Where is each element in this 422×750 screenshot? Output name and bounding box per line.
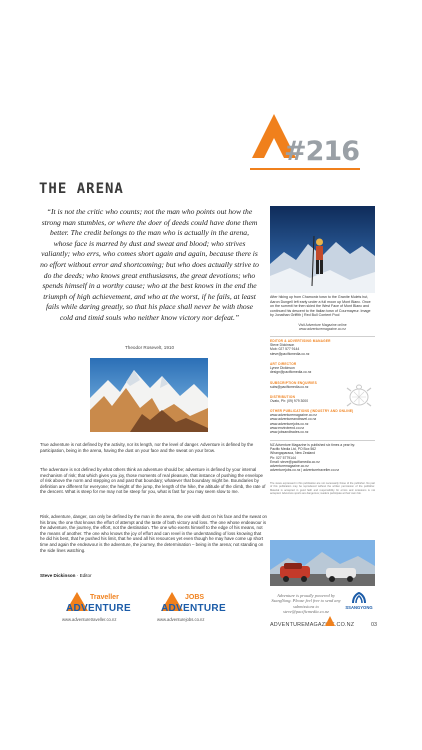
- masthead-editor: EDITOR & ADVERTISING MANAGER Steve Dickinson Mob: 027 577 9144 steve@pacificmedia.co.nz: [270, 339, 331, 356]
- ssangyong-emblem-icon: [344, 591, 374, 605]
- editor-role: · Editor: [75, 573, 92, 578]
- body-paragraph-2: The adventure is not defined by what others think an adventure should be; adventure is defined by your internal mechanism of risk; that which gives you joy, those moments of real pleasure, that instance of pushing the envelope of risk above the norm and stepping on and past that boundary; whatever that boundary might be. Boundaries by definition are different for everyone; the height of the jump, the length of the hike, the altitude of the climb, the rate of the descent. What is steep for me may not be steep for you, what is fast for you may seem slow to me.: [40, 467, 266, 495]
- section-title: THE ARENA: [39, 181, 124, 197]
- jobs-adventure-logo[interactable]: JOBS ADVENTURE www.adventurejobs.co.nz: [157, 592, 237, 626]
- traveller-adventure-logo[interactable]: Traveller ADVENTURE www.adventuretraveller.co.nz: [62, 592, 142, 626]
- publisher-info: NZ Adventure Magazine is published six times a year by: Pacific Media Ltd, PO Box 562 Whangaparaoa, New Zealand Ph: 027 5779144 Email: steve@pacificmedia.co.nz adventuremagazine.co.nz adventurejobs.co.nz | adventuretraveller.co.nz: [270, 443, 356, 473]
- masthead-other-publications: OTHER PUBLICATIONS (INDUSTRY AND ONLINE) www.adventuremagazine.co.nz www.adventureandtravel.co.nz www.adventurejobs.co.nz www.envirotrend.co.nz www.jobsandtrades.co.nz: [270, 409, 354, 435]
- divider: [270, 336, 375, 337]
- site-link[interactable]: www.adventuremagazine.co.nz: [299, 327, 346, 332]
- brand-url[interactable]: www.adventuretraveller.co.nz: [62, 617, 117, 622]
- cover-photo-skier: [270, 206, 375, 293]
- mountain-logo-icon: [325, 616, 335, 626]
- mountain-photo: [90, 358, 208, 432]
- pull-quote: “It is not the critic who counts; not the man who points out how the strong man stumbles, or where the doer of deeds could have done them better. The credit belongs to the man who is actually in the arena, whose face is marred by dust and sweat and blood; who strives valiantly; who errs, who comes short again and again, because there is no effort without error and shortcoming; but who does actually strive to do the deeds; who knows great enthusiasms, the great devotions; who spends himself in a worthy cause; who at the best knows in the end the triumph of high achievement, and who at the worst, if he fails, at least fails while daring greatly, so that his place shall never be with those cold and timid souls who neither know victory nor defeat.”: [40, 207, 259, 322]
- masthead-subscriptions: SUBSCRIPTION ENQUIRIES subs@pacificmedia.co.nz: [270, 381, 317, 390]
- disclaimer-fine-print: The views expressed in this publication are not necessarily those of the publisher. No part of this publication may be reproduced without the written permission of the publisher. Material is accepted in good faith and responsibility for errors and omissions is not accepted. Adventure sports are dangerous; readers participate at their own risk.: [270, 482, 375, 496]
- photo-caption: After hiking up from Chamonix town to the Granite Mulets hut, Aaron Dungell left early under a full moon up Mont Blanc. Once on the summit he then skied the West Face of Mont Blanc and continued his descent to the Italian town of Courmayeur. Image by Jonathan Griffith | Red Bull Content Pool: [270, 295, 371, 318]
- masthead-art: ART DIRECTOR Lynne Dickinson design@pacificmedia.co.nz: [270, 362, 312, 375]
- masthead-distribution: DISTRIBUTION Ovato, Ph: (09) 979 3000: [270, 395, 309, 404]
- body-paragraph-1: True adventure is not defined by the activity, nor its length, nor the level of danger. Adventure is defined by the participation, being in the arena, having the dust on your face and the sweat on your brow.: [40, 442, 254, 453]
- brand-url[interactable]: www.adventurejobs.co.nz: [157, 617, 205, 622]
- editor-signoff: [40, 573, 92, 578]
- body-paragraph-3: Risk, adventure, danger, can only be defined by the man in the arena, the one with dust on his face and the sweat on his brow, the one that knows the effort of attempt and the taste of both victory and loss. The one whose endeavour is the adventure, the journey, the effort, not the destination. The one who exerts himself to the edge of his means, not the means of another. The one who knows the joy of effort and can revel in the understanding of loss knowing that he did his best, that he pushed his limit, that he used all his resources yet even though he may have come up short time and again the endeavour is the adventure, the journey, the determination – being in the arena; not standing on the side lines watching.: [40, 514, 267, 553]
- page-number: 03: [371, 622, 377, 628]
- issue-number: #216: [284, 136, 359, 167]
- turtle-icon: [343, 380, 375, 412]
- editor-name: Steve Dickinson: [40, 573, 76, 578]
- quote-attribution: Theodor Rosevelt, 1910: [124, 345, 175, 350]
- sponsor-promo-text: Adventure is proudly powered by SsangYong. Please feel free to send any submissions to steve@pacificmedia.co.nz: [271, 593, 341, 615]
- sponsor-vehicle-photo: [270, 540, 375, 586]
- divider: [270, 440, 375, 441]
- site-promo: Visit Adventure Magazine online www.adventuremagazine.co.nz: [298, 323, 347, 332]
- ssangyong-logo[interactable]: SSANGYONG: [344, 591, 374, 615]
- footer-site-url[interactable]: ADVENTUREMAGAZINE.CO.NZ: [270, 622, 355, 628]
- issue-logo: [250, 114, 360, 174]
